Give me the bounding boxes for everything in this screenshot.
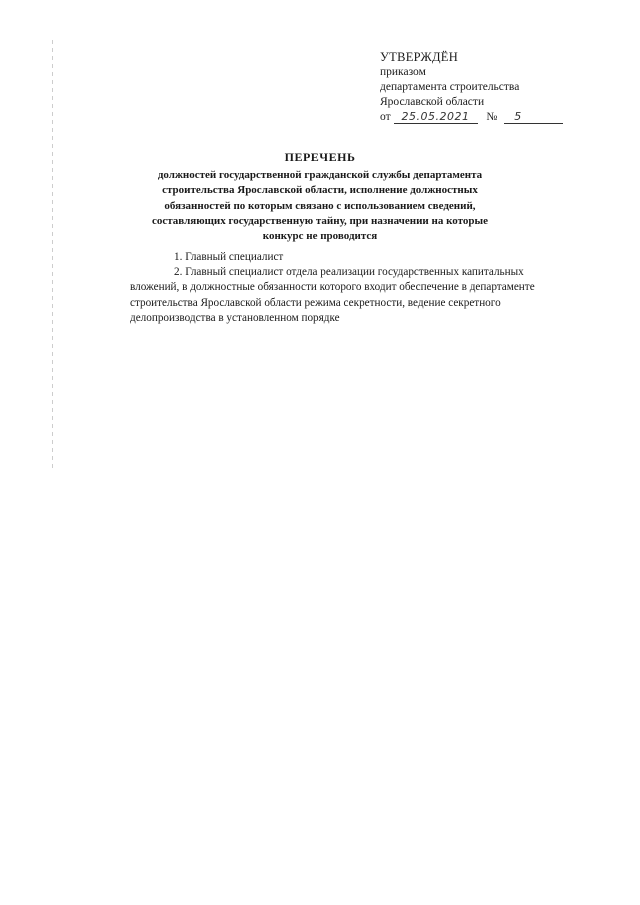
- approval-block: [380, 50, 580, 125]
- approval-stamp-title: УТВЕРЖДЁН: [380, 50, 459, 64]
- approval-date-line: [380, 110, 580, 125]
- date-prefix: от: [380, 111, 391, 123]
- handwritten-number: 5: [504, 111, 563, 124]
- document-title: ПЕРЕЧЕНЬ: [284, 150, 356, 164]
- list-item: 1. Главный специалист: [174, 251, 284, 263]
- positions-list: [130, 250, 566, 326]
- handwritten-date: 25.05.2021: [394, 111, 478, 124]
- approval-department-line: департамента строительства: [380, 81, 520, 93]
- approval-order-line: приказом: [380, 66, 426, 78]
- scan-margin-marks: [52, 40, 53, 470]
- document-subtitle: должностей государственной гражданской службы департамента строительства Ярославской области, исполнение должностных обязанностей по которым связано с использованием сведений, составляющих государственную тайну, при назначении на которые конкурс не проводится: [151, 169, 489, 243]
- number-label: №: [486, 111, 498, 123]
- approval-region-line: Ярославской области: [380, 96, 485, 108]
- list-item: 2. Главный специалист отдела реализации государственных капитальных вложений, в должностные обязанности которого входит обеспечение в департаменте строительства Ярославской области режима секретности, ведение секретного делопроизводства в установленном порядке: [130, 266, 535, 324]
